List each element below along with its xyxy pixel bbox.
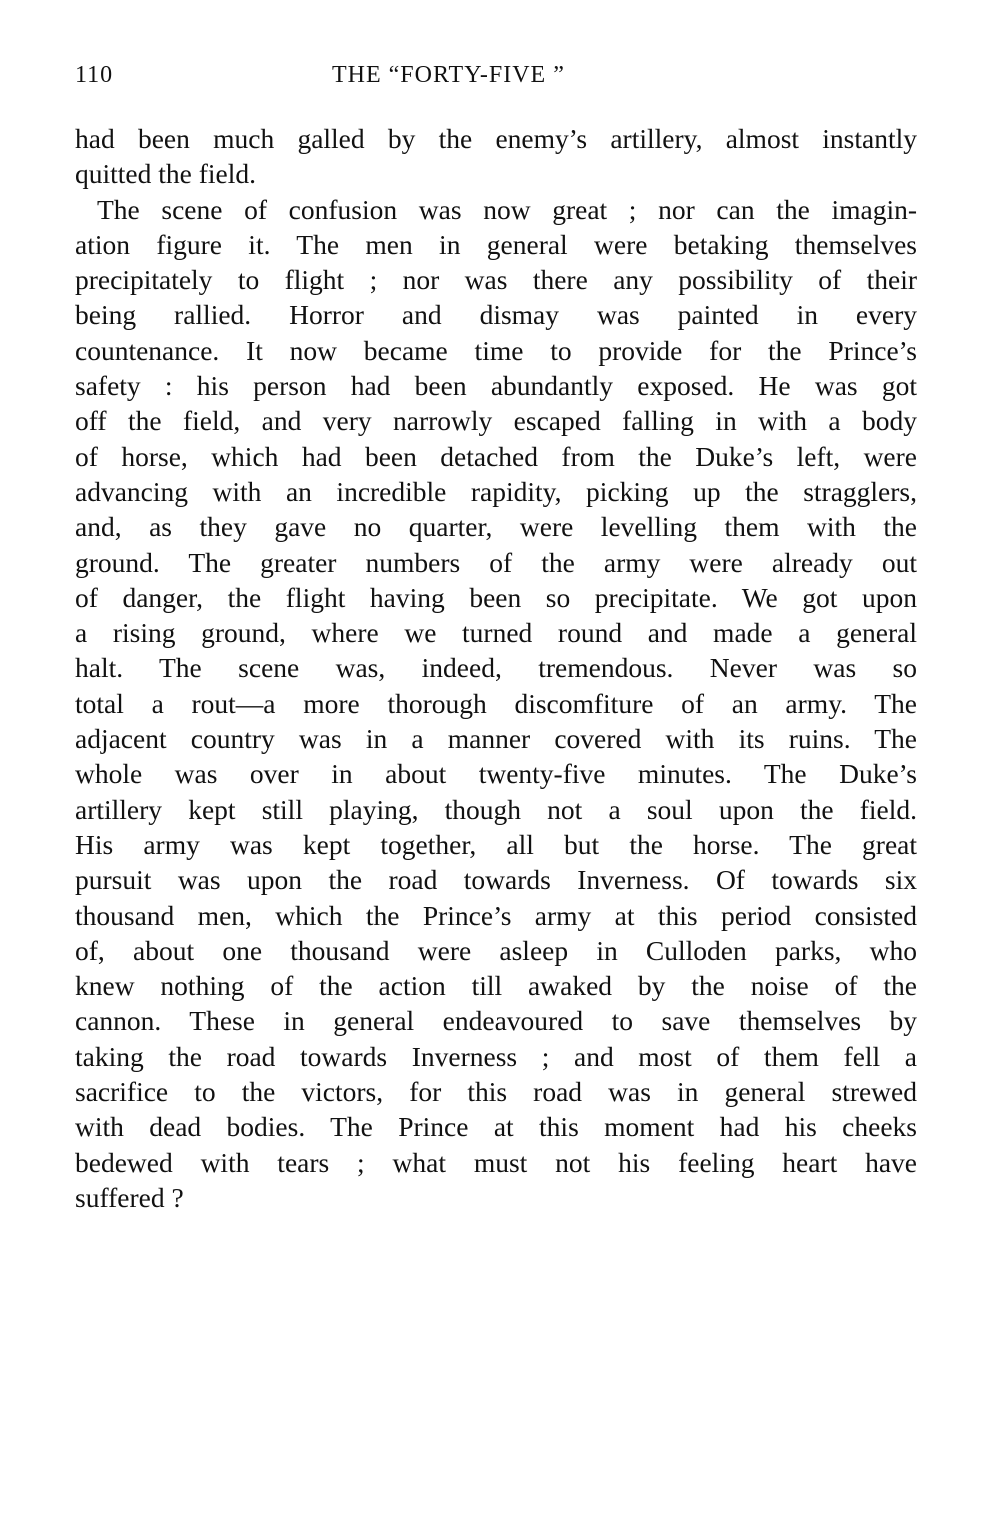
running-header <box>75 62 915 98</box>
text-line: sacrifice to the victors, for this road was in general strewed <box>75 1076 917 1108</box>
text-line: ation figure it. The men in general were betaking themselves <box>75 228 917 260</box>
text-line: of, about one thousand were asleep in Culloden parks, who <box>75 934 917 966</box>
text-line: His army was kept together, all but the horse. The great <box>75 828 917 860</box>
text-line: and, as they gave no quarter, were levelling them with the <box>75 511 917 543</box>
text-line: of danger, the flight having been so precipitate. We got upon <box>75 581 917 613</box>
text-line: advancing with an incredible rapidity, picking up the stragglers, <box>75 475 917 507</box>
running-title: THE “FORTY-FIVE ” <box>332 62 565 88</box>
text-line: with dead bodies. The Prince at this moment had his cheeks <box>75 1111 917 1143</box>
text-line: taking the road towards Inverness ; and most of them fell a <box>75 1040 917 1072</box>
text-line: bedewed with tears ; what must not his feeling heart have <box>75 1146 917 1178</box>
text-line: ground. The greater numbers of the army were already out <box>75 546 917 578</box>
text-line: countenance. It now became time to provide for the Prince’s <box>75 334 917 366</box>
text-line: total a rout—a more thorough discomfiture of an army. The <box>75 687 917 719</box>
text-line: artillery kept still playing, though not a soul upon the field. <box>75 793 917 825</box>
page-body <box>75 121 917 1215</box>
text-line: thousand men, which the Prince’s army at this period consisted <box>75 899 917 931</box>
text-line: being rallied. Horror and dismay was painted in every <box>75 299 917 331</box>
text-line: precipitately to flight ; nor was there any possibility of their <box>75 264 917 296</box>
text-line: pursuit was upon the road towards Inverness. Of towards six <box>75 864 917 896</box>
text-line: cannon. These in general endeavoured to save themselves by <box>75 1005 917 1037</box>
text-line: The scene of confusion was now great ; nor can the imagin- <box>97 193 917 225</box>
text-line: of horse, which had been detached from the Duke’s left, were <box>75 440 917 472</box>
text-line: whole was over in about twenty-five minutes. The Duke’s <box>75 758 917 790</box>
text-line: knew nothing of the action till awaked by the noise of the <box>75 970 917 1002</box>
text-line: halt. The scene was, indeed, tremendous. Never was so <box>75 652 917 684</box>
text-line: adjacent country was in a manner covered with its ruins. The <box>75 723 917 755</box>
text-line: quitted the field. <box>75 158 256 190</box>
text-line: a rising ground, where we turned round and made a general <box>75 617 917 649</box>
page-number: 110 <box>75 62 114 88</box>
text-line: off the field, and very narrowly escaped falling in with a body <box>75 405 917 437</box>
text-line: safety : his person had been abundantly exposed. He was got <box>75 370 917 402</box>
text-line: had been much galled by the enemy’s artillery, almost instantly <box>75 123 917 154</box>
text-line: suffered ? <box>75 1181 184 1213</box>
